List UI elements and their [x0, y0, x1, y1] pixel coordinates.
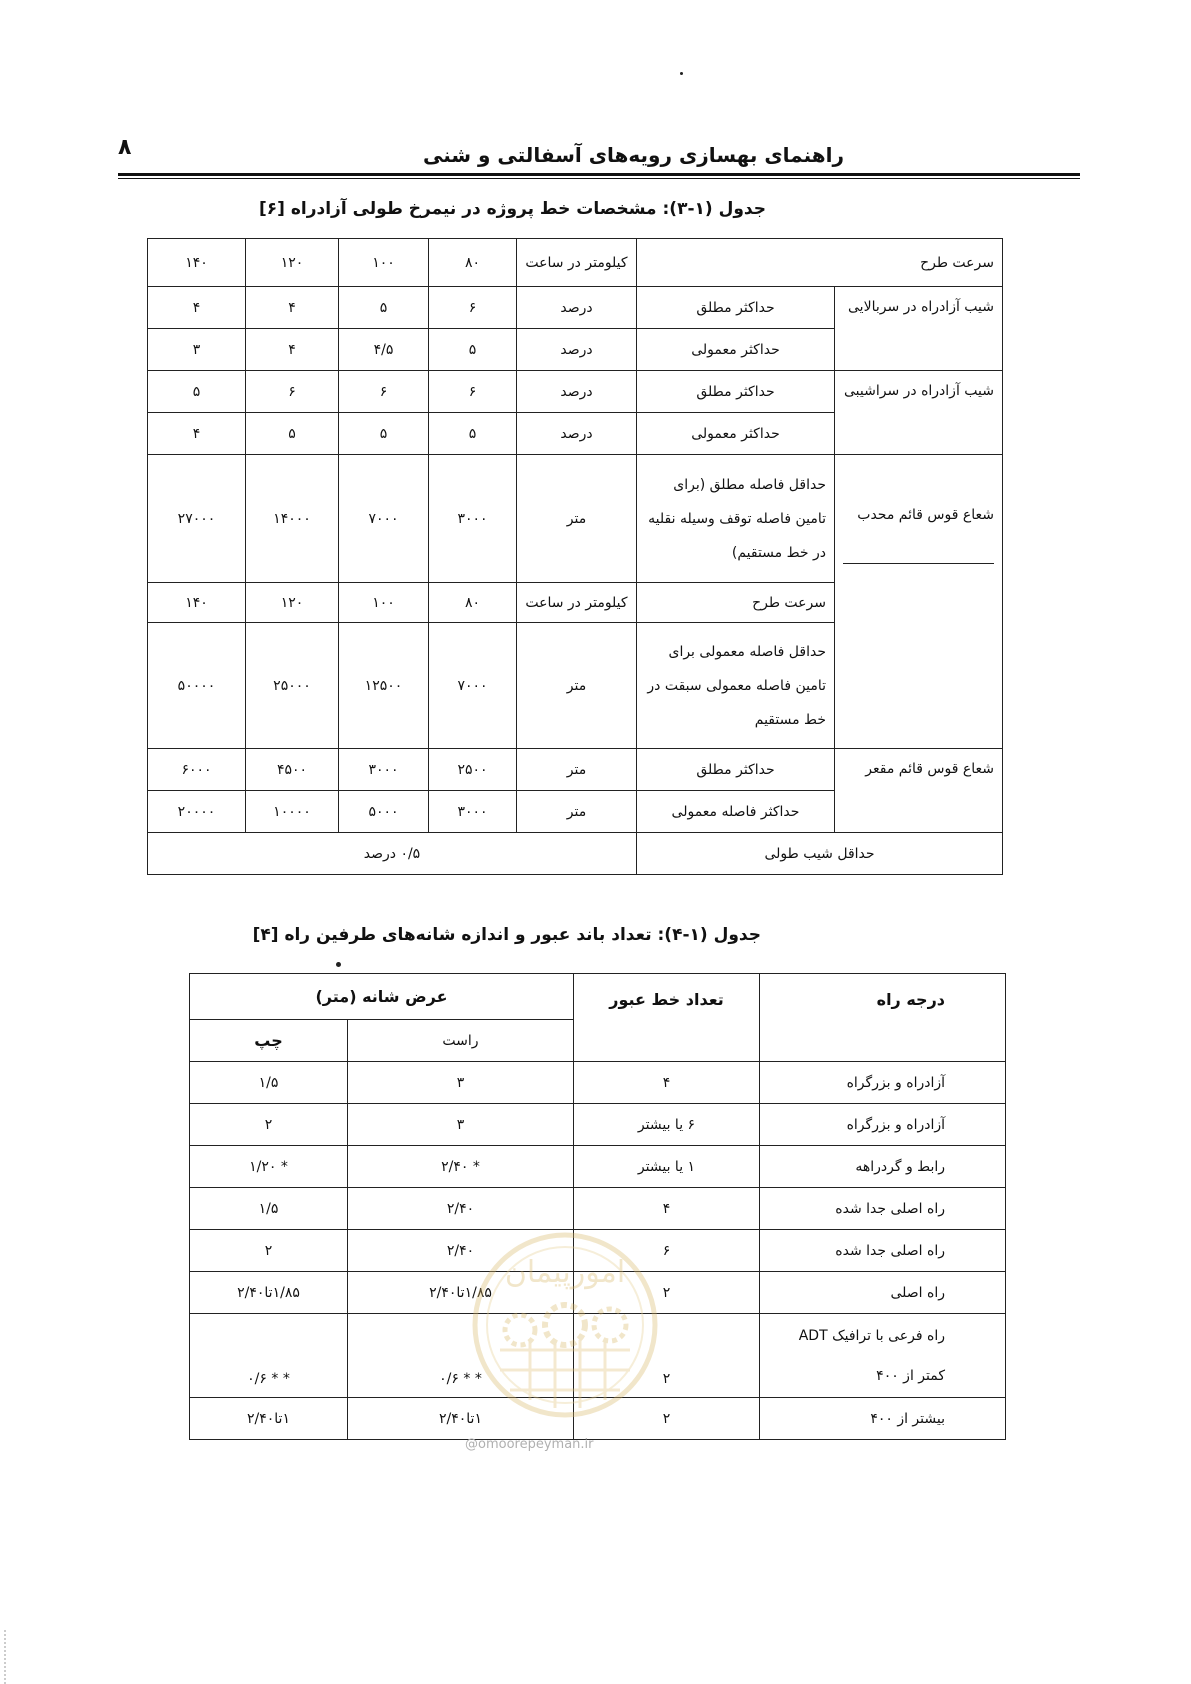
left-shoulder-cell: ۱/۵: [189, 1188, 347, 1230]
table-row: [189, 1062, 1005, 1104]
value-cell: ۶: [338, 371, 428, 413]
table-row: [189, 1146, 1005, 1188]
unit-cell: کیلومتر در ساعت: [516, 583, 636, 623]
value-cell: ۵: [338, 413, 428, 455]
table-row: [147, 455, 1002, 583]
right-shoulder-cell: ۳: [348, 1062, 574, 1104]
value-cell: ۳۰۰۰: [338, 749, 428, 791]
group-label-convex: [835, 455, 1003, 749]
lanes-cell: ۲: [574, 1314, 760, 1398]
unit-cell: درصد: [516, 287, 636, 329]
value-cell: ۱۴۰: [147, 583, 245, 623]
table-row: [147, 749, 1002, 791]
value-cell: ۴۵۰۰: [245, 749, 338, 791]
right-shoulder-cell: ۱/۸۵تا۲/۴۰: [348, 1272, 574, 1314]
watermark-text: @omoorepeyman.ir: [465, 1437, 594, 1452]
value-cell: ۲۷۰۰۰: [147, 455, 245, 583]
value-cell: ۱۴۰۰۰: [245, 455, 338, 583]
value-cell: ۱۰۰۰۰: [245, 791, 338, 833]
sub-label: حداکثر فاصله معمولی: [636, 791, 834, 833]
table1-caption: جدول (۱-۳): مشخصات خط پروژه در نیمرخ طولی آزادراه [۶]: [258, 199, 766, 219]
sub-label: حداکثر معمولی: [636, 413, 834, 455]
value-cell: ۱۰۰: [338, 583, 428, 623]
table-row: [189, 1104, 1005, 1146]
value-cell: ۴: [245, 329, 338, 371]
value-cell: ۶: [245, 371, 338, 413]
divider: [843, 563, 994, 564]
left-shoulder-cell: * * ۰/۶: [189, 1314, 347, 1398]
sub-label: حداکثر مطلق: [636, 371, 834, 413]
header-lanes: تعداد خط عبور: [574, 974, 760, 1062]
road-class-cell: رابط و گردراهه: [760, 1146, 1006, 1188]
running-title: راهنمای بهسازی رویه‌های آسفالتی و شنی: [422, 143, 844, 167]
road-class-line: راه فرعی با ترافیک ADT: [798, 1327, 945, 1344]
left-shoulder-cell: * ۱/۲۰: [189, 1146, 347, 1188]
left-shoulder-cell: ۱تا۲/۴۰: [189, 1398, 347, 1440]
value-cell: ۴/۵: [338, 329, 428, 371]
speck: [680, 72, 683, 75]
value-cell: ۲۵۰۰۰: [245, 623, 338, 749]
unit-cell: متر: [516, 791, 636, 833]
header-left: چپ: [189, 1020, 347, 1062]
value-cell: ۵: [428, 413, 516, 455]
convex-label: شعاع قوس قائم محدب: [857, 507, 994, 523]
watermark-logo-icon: [470, 1230, 660, 1420]
table-row: [147, 833, 1002, 875]
group-label-uphill: شیب آزادراه در سربالایی: [835, 287, 1003, 371]
lanes-cell: ۲: [574, 1398, 760, 1440]
header-shoulder: عرض شانه (متر): [189, 974, 573, 1020]
unit-cell: متر: [516, 623, 636, 749]
value-cell: ۵۰۰۰: [338, 791, 428, 833]
value-cell: ۱۰۰: [338, 239, 428, 287]
right-shoulder-cell: * * ۰/۶: [348, 1314, 574, 1398]
header-right: راست: [348, 1020, 574, 1062]
min-slope-value: ۰/۵ درصد: [147, 833, 636, 875]
page-number: ۸: [118, 135, 132, 160]
unit-cell: متر: [516, 455, 636, 583]
value-cell: ۱۲۰: [245, 583, 338, 623]
value-cell: ۵: [245, 413, 338, 455]
lanes-cell: ۴: [574, 1188, 760, 1230]
min-slope-label: حداقل شیب طولی: [636, 833, 1002, 875]
value-cell: ۱۴۰: [147, 239, 245, 287]
table2-caption: جدول (۱-۴): تعداد باند عبور و اندازه شانه‌های طرفین راه [۴]: [252, 925, 761, 945]
value-cell: ۷۰۰۰: [338, 455, 428, 583]
scan-edge: [4, 1630, 8, 1684]
table-row: [147, 287, 1002, 329]
lanes-cell: ۶ یا بیشتر: [574, 1104, 760, 1146]
unit-cell: درصد: [516, 371, 636, 413]
lanes-cell: ۴: [574, 1062, 760, 1104]
table-row: [189, 1188, 1005, 1230]
page-header: [118, 135, 1080, 179]
value-cell: ۷۰۰۰: [428, 623, 516, 749]
value-cell: ۱۲۵۰۰: [338, 623, 428, 749]
value-cell: ۶۰۰۰: [147, 749, 245, 791]
left-shoulder-cell: ۱/۵: [189, 1062, 347, 1104]
sub-label: سرعت طرح: [636, 583, 834, 623]
group-label-concave: شعاع قوس قائم مقعر: [835, 749, 1003, 833]
lanes-cell: ۲: [574, 1272, 760, 1314]
road-class-cell: [760, 1314, 1006, 1398]
group-label-downhill: شیب آزادراه در سراشیبی: [835, 371, 1003, 455]
value-cell: ۵: [147, 371, 245, 413]
value-cell: ۴: [245, 287, 338, 329]
watermark-logo-text: امورپیمان: [504, 1255, 626, 1290]
value-cell: ۲۰۰۰۰: [147, 791, 245, 833]
right-shoulder-cell: ۲/۴۰: [348, 1230, 574, 1272]
value-cell: ۴: [147, 287, 245, 329]
value-cell: ۵: [428, 329, 516, 371]
value-cell: ۳۰۰۰: [428, 455, 516, 583]
unit-cell: کیلومتر در ساعت: [516, 239, 636, 287]
value-cell: ۲۵۰۰: [428, 749, 516, 791]
unit-cell: درصد: [516, 329, 636, 371]
speed-label: سرعت طرح: [636, 239, 1002, 287]
right-shoulder-cell: ۲/۴۰: [348, 1188, 574, 1230]
table2-header-row: [189, 974, 1005, 1020]
left-shoulder-cell: ۱/۸۵تا۲/۴۰: [189, 1272, 347, 1314]
road-class-cell: آزادراه و بزرگراه: [760, 1062, 1006, 1104]
sub-label: حداکثر معمولی: [636, 329, 834, 371]
value-cell: ۵: [338, 287, 428, 329]
value-cell: ۶: [428, 371, 516, 413]
right-shoulder-cell: ۳: [348, 1104, 574, 1146]
sub-label: حداقل فاصله مطلق (برای تامین فاصله توقف وسیله نقلیه در خط مستقیم): [636, 455, 834, 583]
header-road-class: درجه راه: [760, 974, 1006, 1062]
header-rule-thick: [118, 173, 1080, 176]
value-cell: ۶: [428, 287, 516, 329]
value-cell: ۳: [147, 329, 245, 371]
header-rule-thin: [118, 178, 1080, 179]
road-class-cell: راه اصلی جدا شده: [760, 1230, 1006, 1272]
left-shoulder-cell: ۲: [189, 1104, 347, 1146]
road-class-cell: راه اصلی: [760, 1272, 1006, 1314]
right-shoulder-cell: * ۲/۴۰: [348, 1146, 574, 1188]
sub-label: حداکثر مطلق: [636, 287, 834, 329]
road-class-cell: راه اصلی جدا شده: [760, 1188, 1006, 1230]
speck: [336, 962, 341, 967]
value-cell: ۴: [147, 413, 245, 455]
unit-cell: درصد: [516, 413, 636, 455]
value-cell: ۱۲۰: [245, 239, 338, 287]
table1: [147, 238, 1003, 875]
value-cell: ۸۰: [428, 583, 516, 623]
unit-cell: متر: [516, 749, 636, 791]
value-cell: ۳۰۰۰: [428, 791, 516, 833]
value-cell: ۵۰۰۰۰: [147, 623, 245, 749]
road-class-line: کمتر از ۴۰۰: [876, 1367, 945, 1384]
left-shoulder-cell: ۲: [189, 1230, 347, 1272]
sub-label: حداکثر مطلق: [636, 749, 834, 791]
right-shoulder-cell: ۱تا۲/۴۰: [348, 1398, 574, 1440]
lanes-cell: ۶: [574, 1230, 760, 1272]
road-class-cell: آزادراه و بزرگراه: [760, 1104, 1006, 1146]
value-cell: ۸۰: [428, 239, 516, 287]
lanes-cell: ۱ یا بیشتر: [574, 1146, 760, 1188]
sub-label: حداقل فاصله معمولی برای تامین فاصله معمولی سبقت در خط مستقیم: [636, 623, 834, 749]
table1-speed-row: [147, 239, 1002, 287]
road-class-cell: بیشتر از ۴۰۰: [760, 1398, 1006, 1440]
table-row: [147, 371, 1002, 413]
